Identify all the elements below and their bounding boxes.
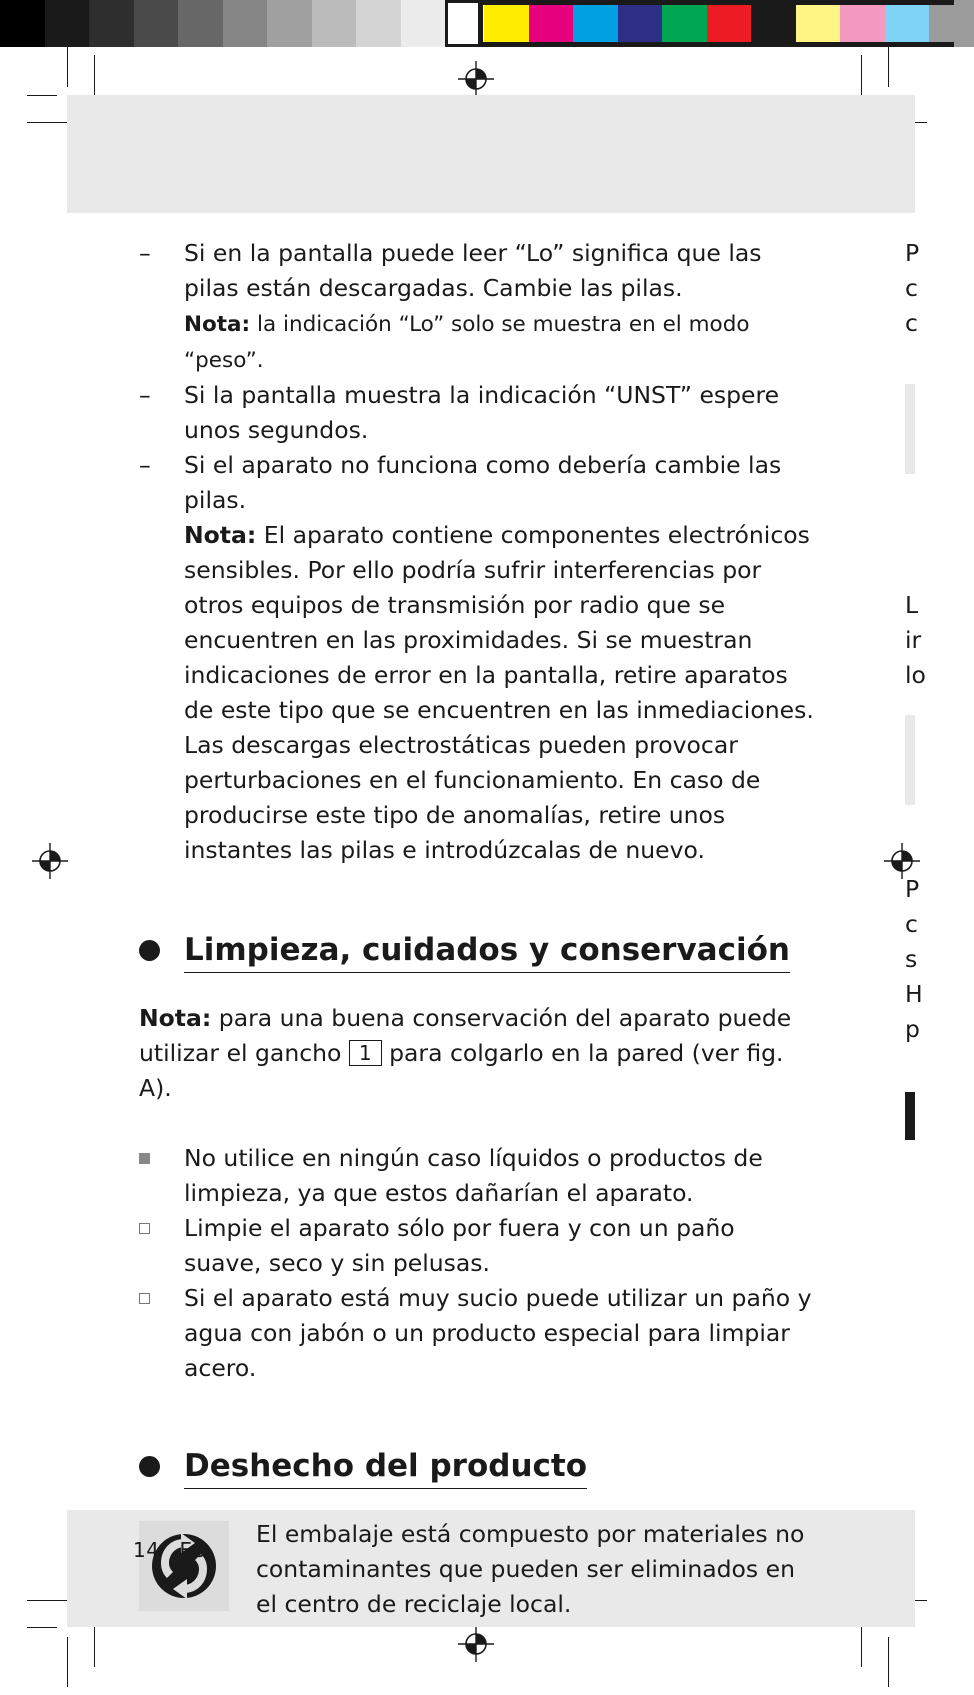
adjacent-page-fragment: ir [905,626,922,654]
list-item-text: Limpie el aparato sólo por fuera y con un paño suave, seco y sin pelusas. [184,1214,735,1277]
process-color-swatch [885,0,930,47]
adjacent-page-fragment: L [905,591,919,619]
note-text: para una buena conservación del aparato puede utilizar el gancho [139,1004,792,1067]
page-number: 14 [133,1538,160,1562]
disposal-text: El embalaje está compuesto por materiales no contaminantes que pueden ser eliminados en el centro de reciclaje local. [256,1520,805,1618]
dash-bullet: – [139,239,151,267]
gray-swatch [356,0,401,47]
list-item-text: No utilice en ningún caso líquidos o productos de limpieza, ya que estos dañarían el aparato. [184,1144,763,1207]
note-text: para colgarlo en la pared (ver fig. A). [139,1039,784,1102]
process-color-swatch [751,0,796,47]
crop-mark [888,1637,889,1687]
crop-mark [27,1627,57,1628]
process-color-swatch [796,0,841,47]
process-color-swatch [662,0,707,47]
section-heading-cleaning [139,930,819,973]
adjacent-page-fragment: H [905,980,923,1008]
gray-swatch [223,0,268,47]
list-item-text: Si en la pantalla puede leer “Lo” significa que las pilas están descargadas. Cambie las pilas. [184,239,762,302]
page-content [139,236,819,1626]
list-item-text: Si el aparato no funciona como debería cambie las pilas. [184,451,782,514]
list-item [139,378,819,448]
adjacent-page-note-box [905,715,915,805]
gray-swatch [0,0,45,47]
process-color-swatch [707,0,752,47]
process-color-swatch [840,0,885,47]
figure-reference-box: 1 [349,1040,382,1066]
heading-bullet-icon [139,940,160,961]
list-item-text: Si el aparato está muy sucio puede utilizar un paño y agua con jabón o un producto especial para limpiar acero. [184,1284,812,1382]
adjacent-page-fragment: s [905,945,918,973]
crop-mark [27,122,67,123]
process-color-swatch [573,0,618,47]
gray-swatch [267,0,312,47]
header-band [67,95,915,213]
adjacent-page-heading-bar [905,1092,915,1140]
process-color-swatch [484,0,529,47]
note-label: Nota: [184,521,257,549]
gray-swatch [401,0,446,47]
section-heading-text: Deshecho del producto [184,1446,587,1489]
adjacent-page-fragment: P [905,239,920,267]
section-heading-disposal [139,1446,819,1489]
adjacent-page-fragment: p [905,1015,920,1043]
crop-mark [27,95,57,96]
gray-swatch [89,0,134,47]
crop-mark [888,47,889,87]
heading-bullet-icon [139,1456,160,1477]
gray-swatch [178,0,223,47]
list-item [139,1211,819,1281]
section-heading-text: Limpieza, cuidados y conservación [184,930,790,973]
note-text: la indicación “Lo” solo se muestra en el modo “peso”. [184,312,750,373]
note-label: Nota: [139,1004,212,1032]
cleaning-note [139,1001,819,1106]
troubleshooting-list [139,236,819,868]
list-item [139,448,819,868]
adjacent-page-fragment: P [905,875,920,903]
adjacent-page-fragment: c [905,309,918,337]
note-label: Nota: [184,312,251,337]
dash-bullet: – [139,451,151,479]
process-color-swatch [529,0,574,47]
registration-mark-icon [458,1626,494,1662]
adjacent-page-fragment: c [905,274,918,302]
open-square-bullet-icon [139,1223,150,1234]
gray-swatch [45,0,90,47]
crop-mark [27,1600,67,1601]
language-code: ES [179,1538,206,1562]
recycling-symbol-box [139,1521,229,1611]
list-item-text: Si la pantalla muestra la indicación “UNST” espere unos segundos. [184,381,780,444]
cleaning-list [139,1141,819,1386]
registration-mark-icon [32,843,68,879]
adjacent-page-note-box [905,384,915,474]
page-folio [133,1538,226,1562]
note [184,312,750,373]
crop-mark [67,1637,68,1687]
adjacent-page-fragment: lo [905,661,926,689]
list-item [139,1281,819,1386]
color-control-bar [0,0,954,47]
open-square-bullet-icon [139,1293,150,1304]
dash-bullet: – [139,381,151,409]
green-dot-recycling-icon [139,1521,229,1611]
crop-mark [861,1620,862,1667]
gray-swatch [445,0,490,47]
note [184,521,814,864]
disposal-block [139,1521,819,1626]
crop-mark [94,1620,95,1667]
process-color-swatch [618,0,663,47]
registration-mark-icon [458,61,494,97]
list-item [139,1141,819,1211]
note-text: El aparato contiene componentes electrónicos sensibles. Por ello podría sufrir interferencias por otros equipos de transmisión por radio que se encuentren en las proximidades. Si se muestran indicaciones de error en la pantalla, retire aparatos de este tipo que se encuentren en las inmediaciones. Las descargas electrostáticas pueden provocar perturbaciones en el funcionamiento. En caso de producirse este tipo de anomalías, retire unos instantes las pilas e introdúzcalas de nuevo. [184,521,814,864]
adjacent-page-fragment: c [905,910,918,938]
process-color-swatch [929,0,974,47]
list-item [139,236,819,378]
crop-mark [67,47,68,87]
gray-swatch [134,0,179,47]
filled-square-bullet-icon [139,1153,150,1164]
gray-swatch [312,0,357,47]
